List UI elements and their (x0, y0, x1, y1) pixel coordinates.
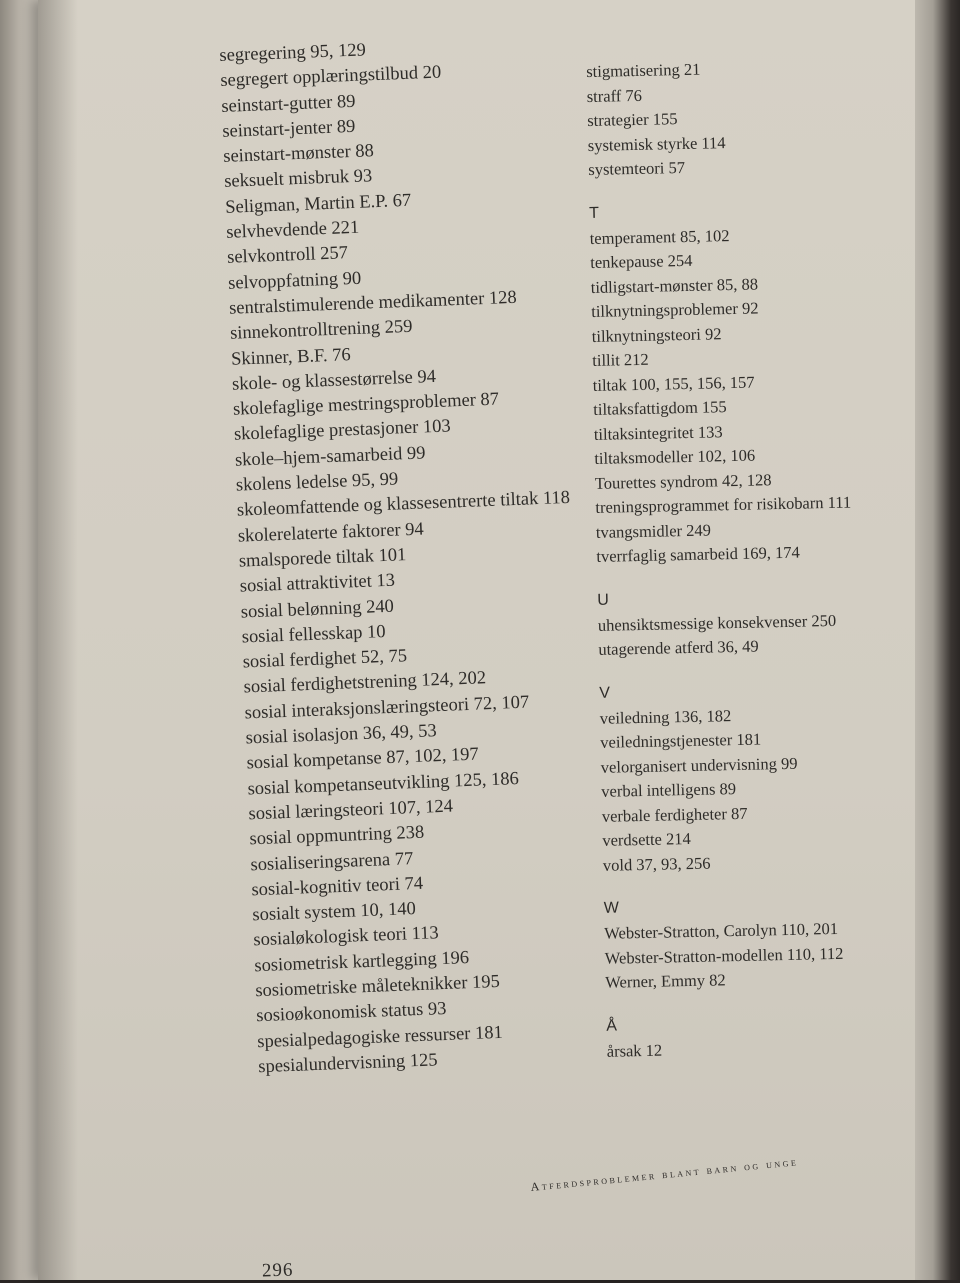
page-edge (915, 0, 960, 1280)
index-entry: sosialøkologisk teori 113 (253, 923, 440, 951)
index-entry: sosial interaksjonslæringsteori 72, 107 (244, 692, 530, 724)
binding-shadow (38, 0, 78, 1280)
section-letter: Å (606, 1017, 618, 1035)
index-entry: strategier 155 (587, 109, 678, 130)
index-entry: sosial attraktivitet 13 (239, 570, 396, 597)
section-letter: T (589, 204, 600, 222)
index-entry: seinstart-gutter 89 (221, 91, 356, 117)
index-entry: skolefaglige mestringsproblemer 87 (232, 389, 500, 420)
running-title: Atferdsproblemer blant barn og unge (530, 1154, 799, 1194)
section-letter: U (597, 591, 610, 609)
index-entry: sosial oppmuntring 238 (249, 822, 425, 850)
index-entry: sinnekontrolltrening 259 (229, 317, 413, 345)
index-entry: tenkepause 254 (590, 250, 693, 272)
index-entry: sosial ferdighet 52, 75 (242, 646, 408, 673)
index-entry: sosial isolasjon 36, 49, 53 (245, 721, 438, 749)
index-entry: spesialpedagogiske ressurser 181 (256, 1022, 504, 1052)
index-entry: vold 37, 93, 256 (602, 853, 711, 875)
index-entry: sosial-kognitiv teori 74 (251, 873, 424, 901)
index-entry: Webster-Stratton, Carolyn 110, 201 (604, 918, 839, 943)
index-entry: uhensiktsmessige konsekvenser 250 (597, 610, 837, 635)
index-entry: tvangsmidler 249 (595, 519, 712, 542)
index-entry: tverrfaglig samarbeid 169, 174 (596, 542, 801, 566)
section-letter: W (603, 899, 620, 917)
index-entry: skole–hjem-samarbeid 99 (234, 443, 426, 471)
index-entry: selvoppfatning 90 (227, 268, 362, 294)
index-entry: skoleomfattende og klassesentrerte tiltak 118 (236, 488, 571, 521)
index-entry: verbale ferdigheter 87 (601, 803, 748, 826)
index-entry: velorganisert undervisning 99 (600, 753, 798, 777)
index-entry: smalsporede tiltak 101 (238, 545, 407, 572)
index-entry: skolefaglige prestasjoner 103 (233, 416, 452, 446)
index-entry: seinstart-jenter 89 (221, 116, 356, 142)
index-entry: årsak 12 (606, 1040, 663, 1061)
index-entry: tiltaksintegritet 133 (593, 421, 723, 444)
index-entry: tilknytningsteori 92 (591, 323, 722, 346)
index-entry: selvkontroll 257 (226, 243, 349, 269)
index-entry: systemisk styrke 114 (587, 132, 726, 155)
index-entry: sosiometrisk kartlegging 196 (254, 947, 470, 977)
index-entry: straff 76 (586, 85, 643, 106)
index-entry: verbal intelligens 89 (601, 779, 737, 801)
index-entry: veiledning 136, 182 (599, 705, 732, 728)
index-entry: tiltaksfattigdom 155 (593, 397, 727, 419)
index-entry: sosioøkonomisk status 93 (255, 999, 447, 1027)
index-entry: tiltaksmodeller 102, 106 (594, 445, 756, 468)
index-entry: selvhevdende 221 (225, 217, 360, 243)
section-letter: V (599, 684, 611, 702)
index-entry: veiledningstjenester 181 (600, 729, 762, 752)
index-column-left (219, 30, 619, 1080)
index-entry: segregering 95, 129 (219, 40, 367, 66)
index-entry: skolerelaterte faktorer 94 (237, 519, 425, 547)
index-entry: seksuelt misbruk 93 (223, 166, 373, 193)
index-entry: sentralstimulerende medikamenter 128 (228, 287, 518, 319)
index-entry: sosial læringsteori 107, 124 (248, 796, 454, 825)
index-column-right (586, 54, 907, 1064)
index-entry: Werner, Emmy 82 (605, 970, 726, 992)
index-entry: sosial fellesskap 10 (241, 621, 386, 648)
index-entry: sosial kompetanseutvikling 125, 186 (247, 768, 520, 800)
index-entry: Webster-Stratton-modellen 110, 112 (604, 943, 844, 968)
index-entry: stigmatisering 21 (586, 59, 701, 81)
index-entry: spesialundervisning 125 (257, 1050, 438, 1078)
index-entry: Tourettes syndrom 42, 128 (594, 469, 772, 493)
index-entry: sosiometriske måleteknikker 195 (255, 971, 501, 1002)
index-entry: skole- og klassestørrelse 94 (231, 366, 437, 395)
index-entry: sosial ferdighetstrening 124, 202 (243, 668, 487, 698)
index-entry: tillit 212 (592, 349, 649, 370)
index-entry: verdsette 214 (602, 828, 691, 850)
index-entry: tidligstart-mønster 85, 88 (590, 273, 759, 297)
index-entry: systemteori 57 (588, 157, 686, 179)
index-entry: tilknytningsproblemer 92 (591, 298, 759, 321)
index-entry: sosial belønning 240 (240, 596, 395, 623)
index-entry: seinstart-mønster 88 (222, 141, 375, 168)
index-entry: treningsprogrammet for risikobarn 111 (595, 492, 852, 517)
index-entry: utagerende atferd 36, 49 (598, 636, 759, 659)
index-entry: sosialiseringsarena 77 (250, 848, 414, 875)
page-number: 296 (261, 1259, 294, 1282)
index-entry: sosial kompetanse 87, 102, 197 (246, 744, 480, 774)
index-entry: Seligman, Martin E.P. 67 (224, 190, 412, 218)
index-entry: segregert opplæringstilbud 20 (220, 62, 442, 92)
index-entry: sosialt system 10, 140 (252, 899, 417, 926)
index-entry: tiltak 100, 155, 156, 157 (592, 372, 755, 395)
index-entry: skolens ledelse 95, 99 (235, 469, 399, 496)
index-entry: temperament 85, 102 (589, 225, 730, 248)
index-entry: Skinner, B.F. 76 (230, 344, 352, 370)
